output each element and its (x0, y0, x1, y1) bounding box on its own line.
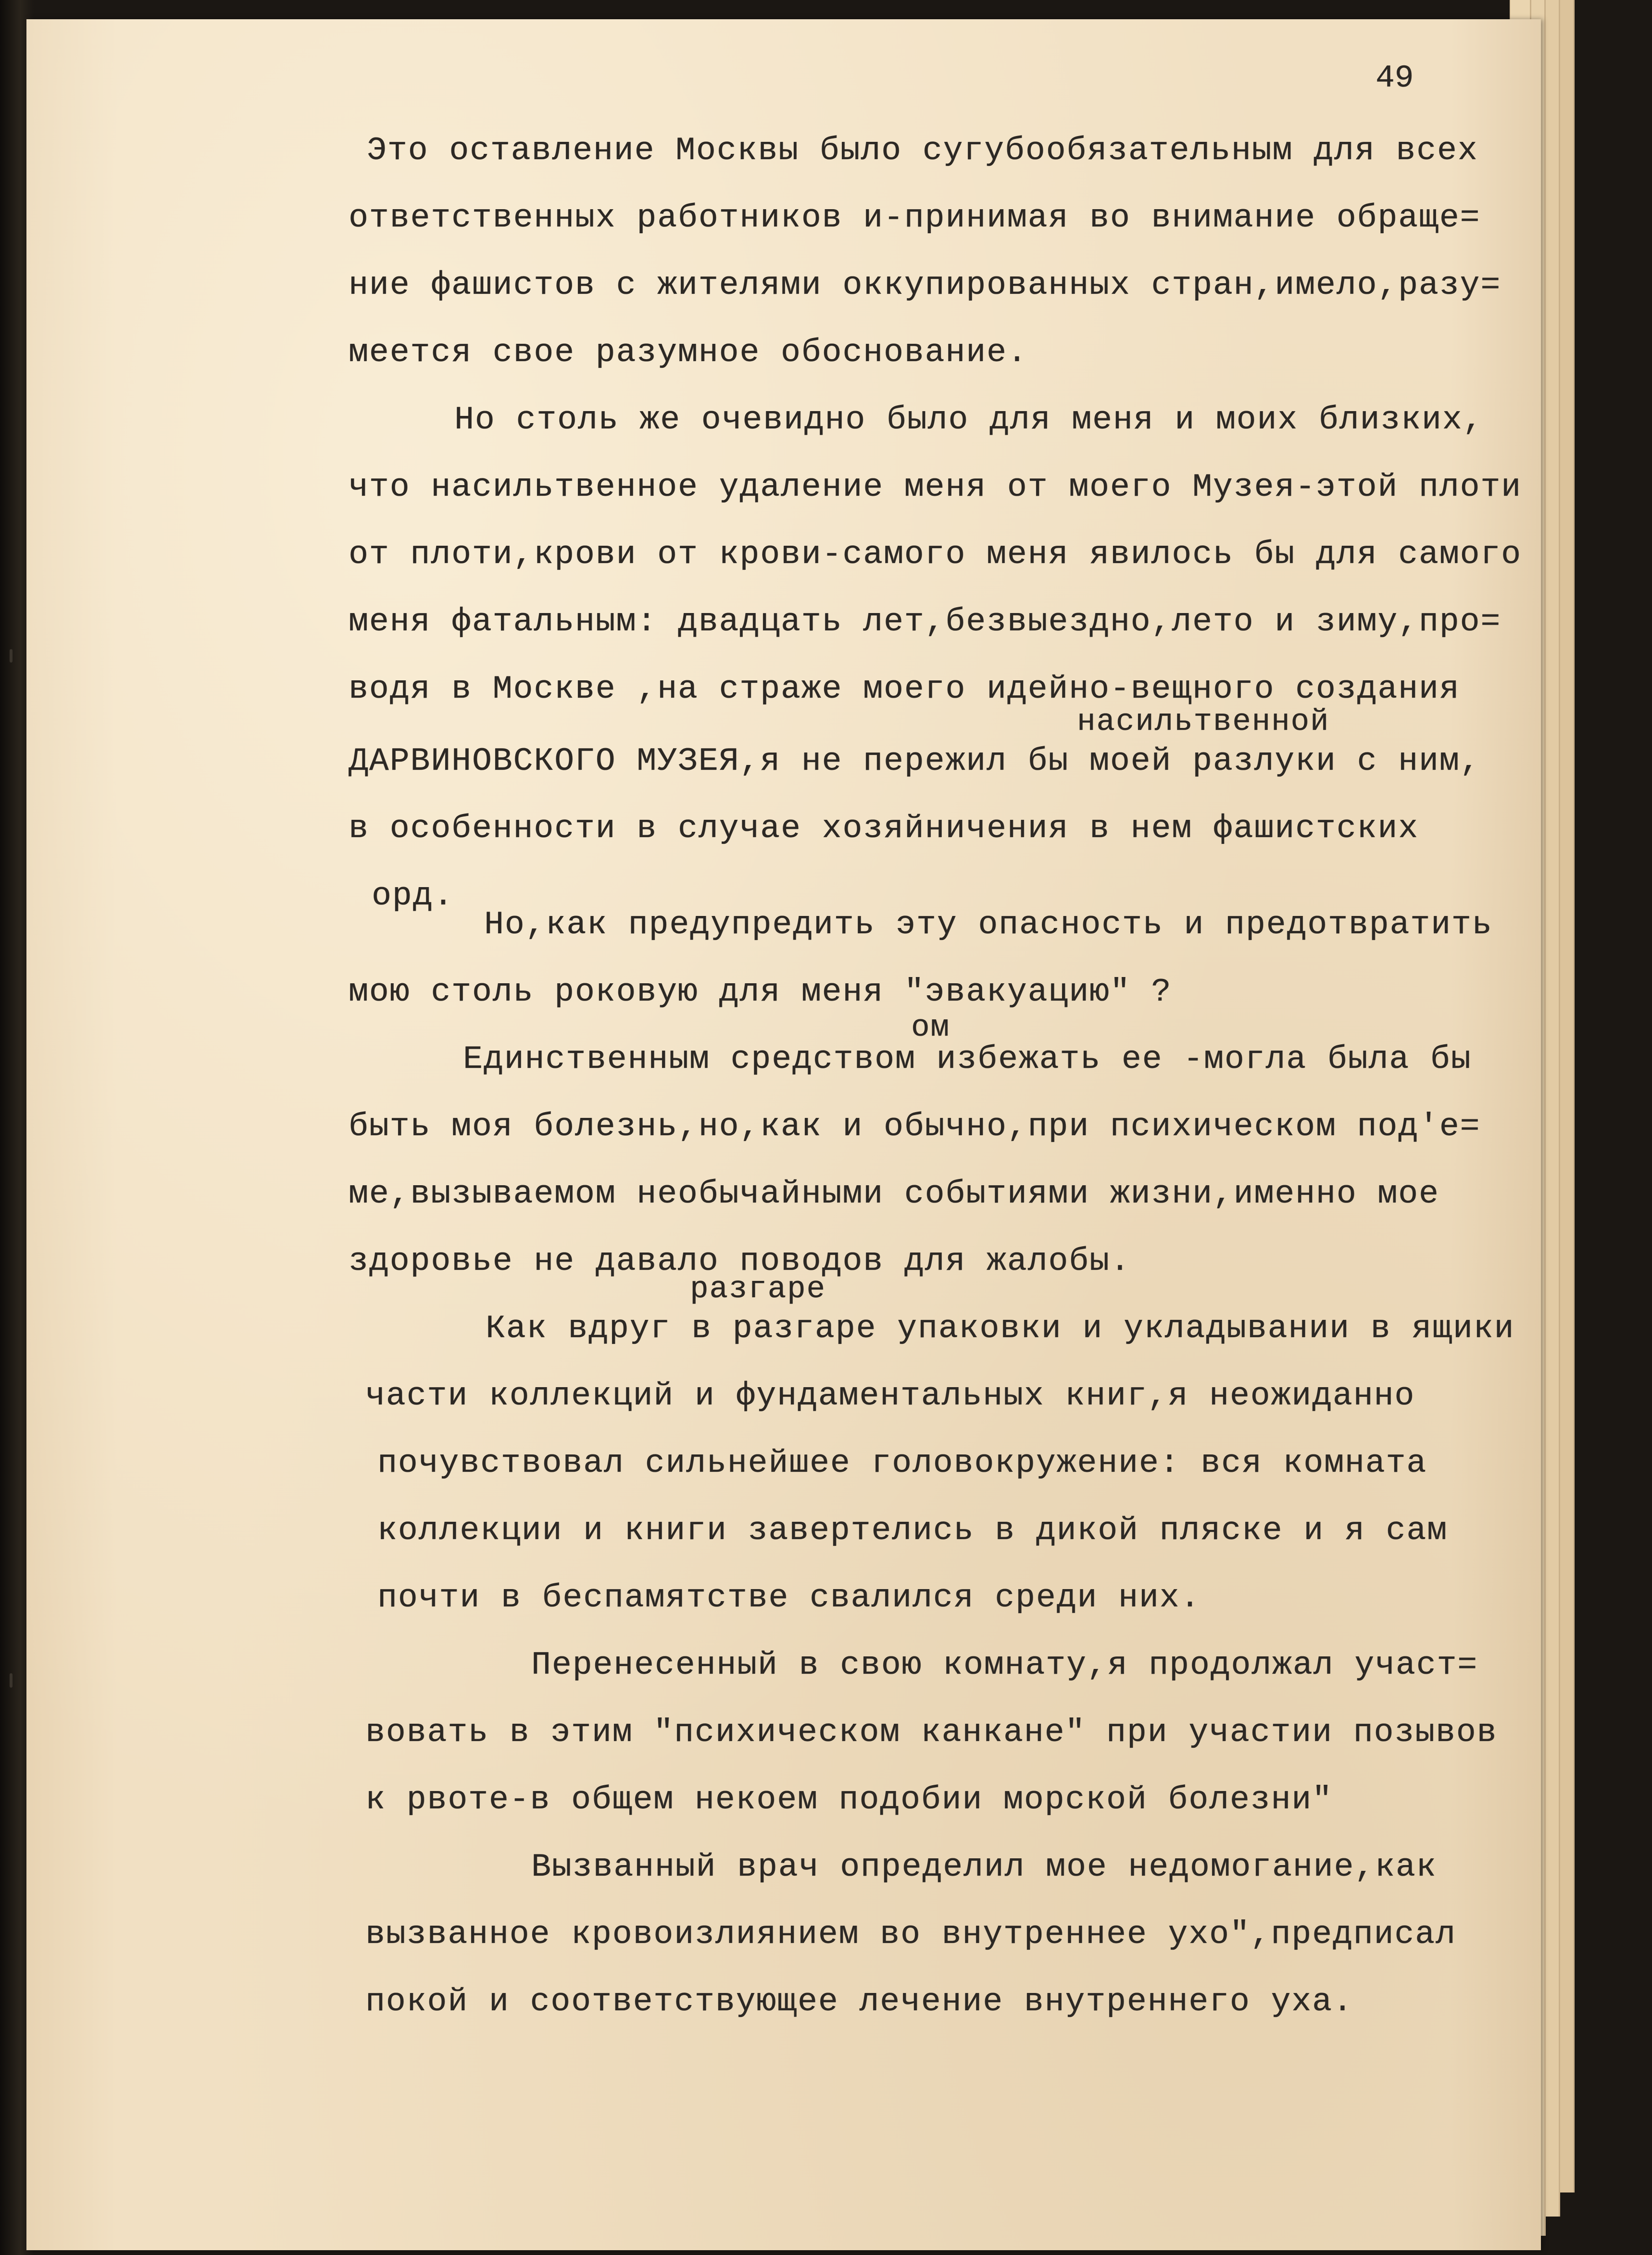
text-line: меется свое разумное обоснование. (349, 334, 1028, 371)
interlinear-insertion: насильтвенной (1077, 705, 1330, 739)
interlinear-insertion: ом (911, 1011, 950, 1045)
edge-mark (10, 1673, 13, 1688)
text-line: Это оставление Москвы было сугубообязательным для всех (367, 132, 1478, 169)
text-line: Но столь же очевидно было для меня и моих близких, (454, 401, 1484, 438)
text-line: быть моя болезнь,но,как и обычно,при психическом под'е= (349, 1108, 1481, 1145)
text-line: мою столь роковую для меня "эвакуацию" ? (349, 974, 1172, 1011)
text-line: ние фашистов с жителями оккупированных стран,имело,разу= (349, 267, 1502, 304)
text-line: коллекции и книги завертелись в дикой пляске и я сам (377, 1512, 1448, 1549)
edge-mark (10, 649, 13, 663)
text-line: почти в беспамятстве свалился среди них. (377, 1579, 1201, 1616)
text-line: в особенности в случае хозяйничения в нем фашистских (349, 810, 1419, 847)
text-line: вызванное кровоизлиянием во внутреннее ухо",предписал (365, 1916, 1456, 1953)
text-line: вовать в этим "психическом канкане" при участии позывов (365, 1714, 1498, 1751)
text-line: водя в Москве ,на страже моего идейно-вещного создания (349, 671, 1460, 708)
text-line: ДАРВИНОВСКОГО МУЗЕЯ,я не пережил бы моей разлуки с ним, (349, 743, 1481, 780)
typewritten-page (26, 19, 1541, 2250)
text-line: к рвоте-в общем некоем подобии морской болезни" (365, 1781, 1333, 1818)
text-line: ответственных работников и-принимая во внимание обраще= (349, 200, 1481, 237)
text-line: что насильтвенное удаление меня от моего Музея-этой плоти (349, 469, 1522, 506)
interlinear-insertion: разгаре (690, 1272, 826, 1307)
text-line: Как вдруг в разгаре упаковки и укладывании в ящики (486, 1310, 1515, 1347)
text-line: Но,как предупредить эту опасность и предотвратить (484, 906, 1493, 943)
text-line: части коллекций и фундаментальных книг,я неожиданно (365, 1378, 1415, 1415)
text-line: здоровье не давало поводов для жалобы. (349, 1243, 1131, 1280)
page-number: 49 (1376, 60, 1414, 96)
text-line: орд. (372, 877, 454, 915)
text-line: почувствовал сильнейшее головокружение: вся комната (377, 1445, 1427, 1482)
text-line: меня фатальным: двадцать лет,безвыездно,лето и зиму,про= (349, 603, 1502, 640)
text-line: покой и соответствующее лечение внутреннего уха. (365, 1983, 1353, 2020)
text-line: Вызванный врач определил мое недомогание,как (531, 1849, 1437, 1886)
text-line: ме,вызываемом необычайными событиями жизни,именно мое (349, 1176, 1439, 1213)
text-line: Единственным средством избежать ее -могла была бы (463, 1041, 1472, 1078)
text-line: Перенесенный в свою комнату,я продолжал участ= (531, 1647, 1478, 1684)
text-line: от плоти,крови от крови-самого меня явилось бы для самого (349, 536, 1522, 573)
